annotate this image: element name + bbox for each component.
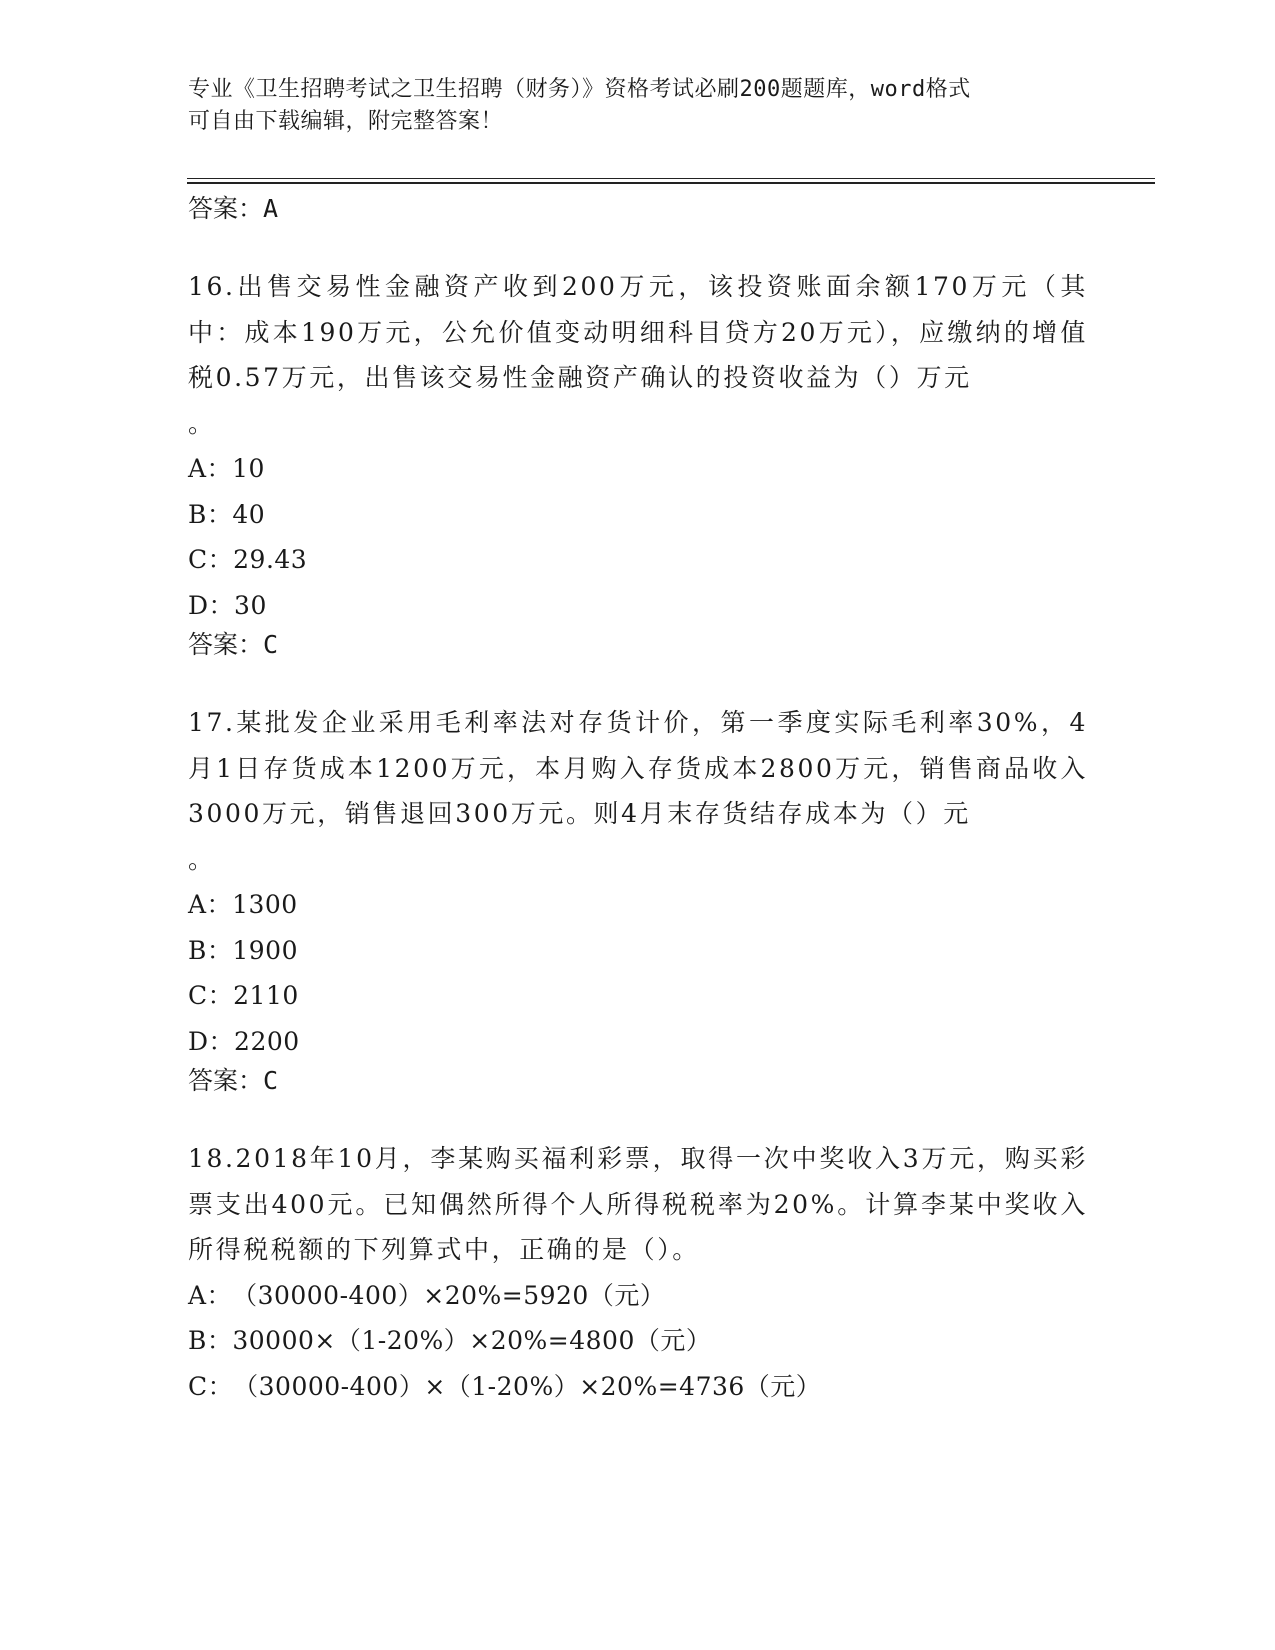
option-c [188,537,1088,583]
answer-value: A [263,194,279,223]
answer-label: 答案： [188,630,264,659]
header-line-1: 专业《卫生招聘考试之卫生招聘（财务）》资格考试必刷200题题库，word格式 [188,77,971,102]
option-d [188,583,1088,629]
option-b [188,1318,1088,1364]
option-text: 10 [232,454,265,483]
option-key: B： [188,1326,233,1355]
question-stem [188,264,1088,446]
option-key: C： [188,981,234,1010]
document-body [188,192,1088,1409]
option-d [188,1019,1088,1065]
question-end-mark: 。 [188,844,216,874]
page-header [188,74,1068,138]
option-a [188,446,1088,492]
question-stem [188,700,1088,882]
option-key: C： [188,545,234,574]
option-c [188,973,1088,1019]
option-text: 2200 [234,1026,300,1056]
question-stem [188,1136,1088,1273]
option-text: 30000×（1-20%）×20%=4800（元） [232,1326,712,1355]
option-key: A： [188,454,233,483]
answer-line [188,628,1088,662]
option-key: B： [188,935,233,965]
option-text: 30 [234,590,267,620]
option-b [188,928,1088,974]
option-text: 29.43 [233,545,308,574]
option-b [188,492,1088,538]
question-end-mark: 。 [188,408,216,438]
option-text: 40 [232,499,266,529]
option-a [188,882,1088,928]
option-text: 1900 [232,935,298,965]
answer-line [188,1064,1088,1098]
answer-label: 答案： [188,194,264,223]
header-line-2: 可自由下载编辑，附完整答案！ [188,109,504,134]
answer-line [188,192,1088,226]
question-17 [188,700,1088,1098]
option-text: 1300 [232,890,298,919]
question-text: 18.2018年10月，李某购买福利彩票，取得一次中奖收入3万元，购买彩票支出400元。已知偶然所得个人所得税税率为20%。计算李某中奖收入所得税税额的下列算式中，正确的是（）。 [188,1144,1088,1264]
option-text: （30000-400）×20%=5920（元） [232,1280,666,1310]
option-key: C： [188,1371,234,1401]
question-16 [188,264,1088,662]
header-divider [187,178,1155,184]
option-c [188,1364,1088,1410]
option-key: A： [188,1280,233,1310]
answer-value: C [263,630,279,659]
answer-value: C [263,1066,279,1095]
option-a [188,1273,1088,1319]
option-text: （30000-400）×（1-20%）×20%=4736（元） [233,1371,822,1401]
option-key: D： [188,1026,235,1056]
option-key: A： [188,890,233,919]
question-text: 17.某批发企业采用毛利率法对存货计价，第一季度实际毛利率30%，4月1日存货成本1200万元，本月购入存货成本2800万元，销售商品收入3000万元，销售退回300万元。则4月末存货结存成本为（）元 [188,708,1088,828]
answer-label: 答案： [188,1066,264,1095]
option-text: 2110 [233,981,299,1010]
option-key: B： [188,499,233,529]
question-text: 16.出售交易性金融资产收到200万元，该投资账面余额170万元（其中：成本190万元，公允价值变动明细科目贷方20万元），应缴纳的增值税0.57万元，出售该交易性金融资产确认的投资收益为（）万元 [188,272,1088,392]
question-18 [188,1136,1088,1409]
option-key: D： [188,590,235,620]
